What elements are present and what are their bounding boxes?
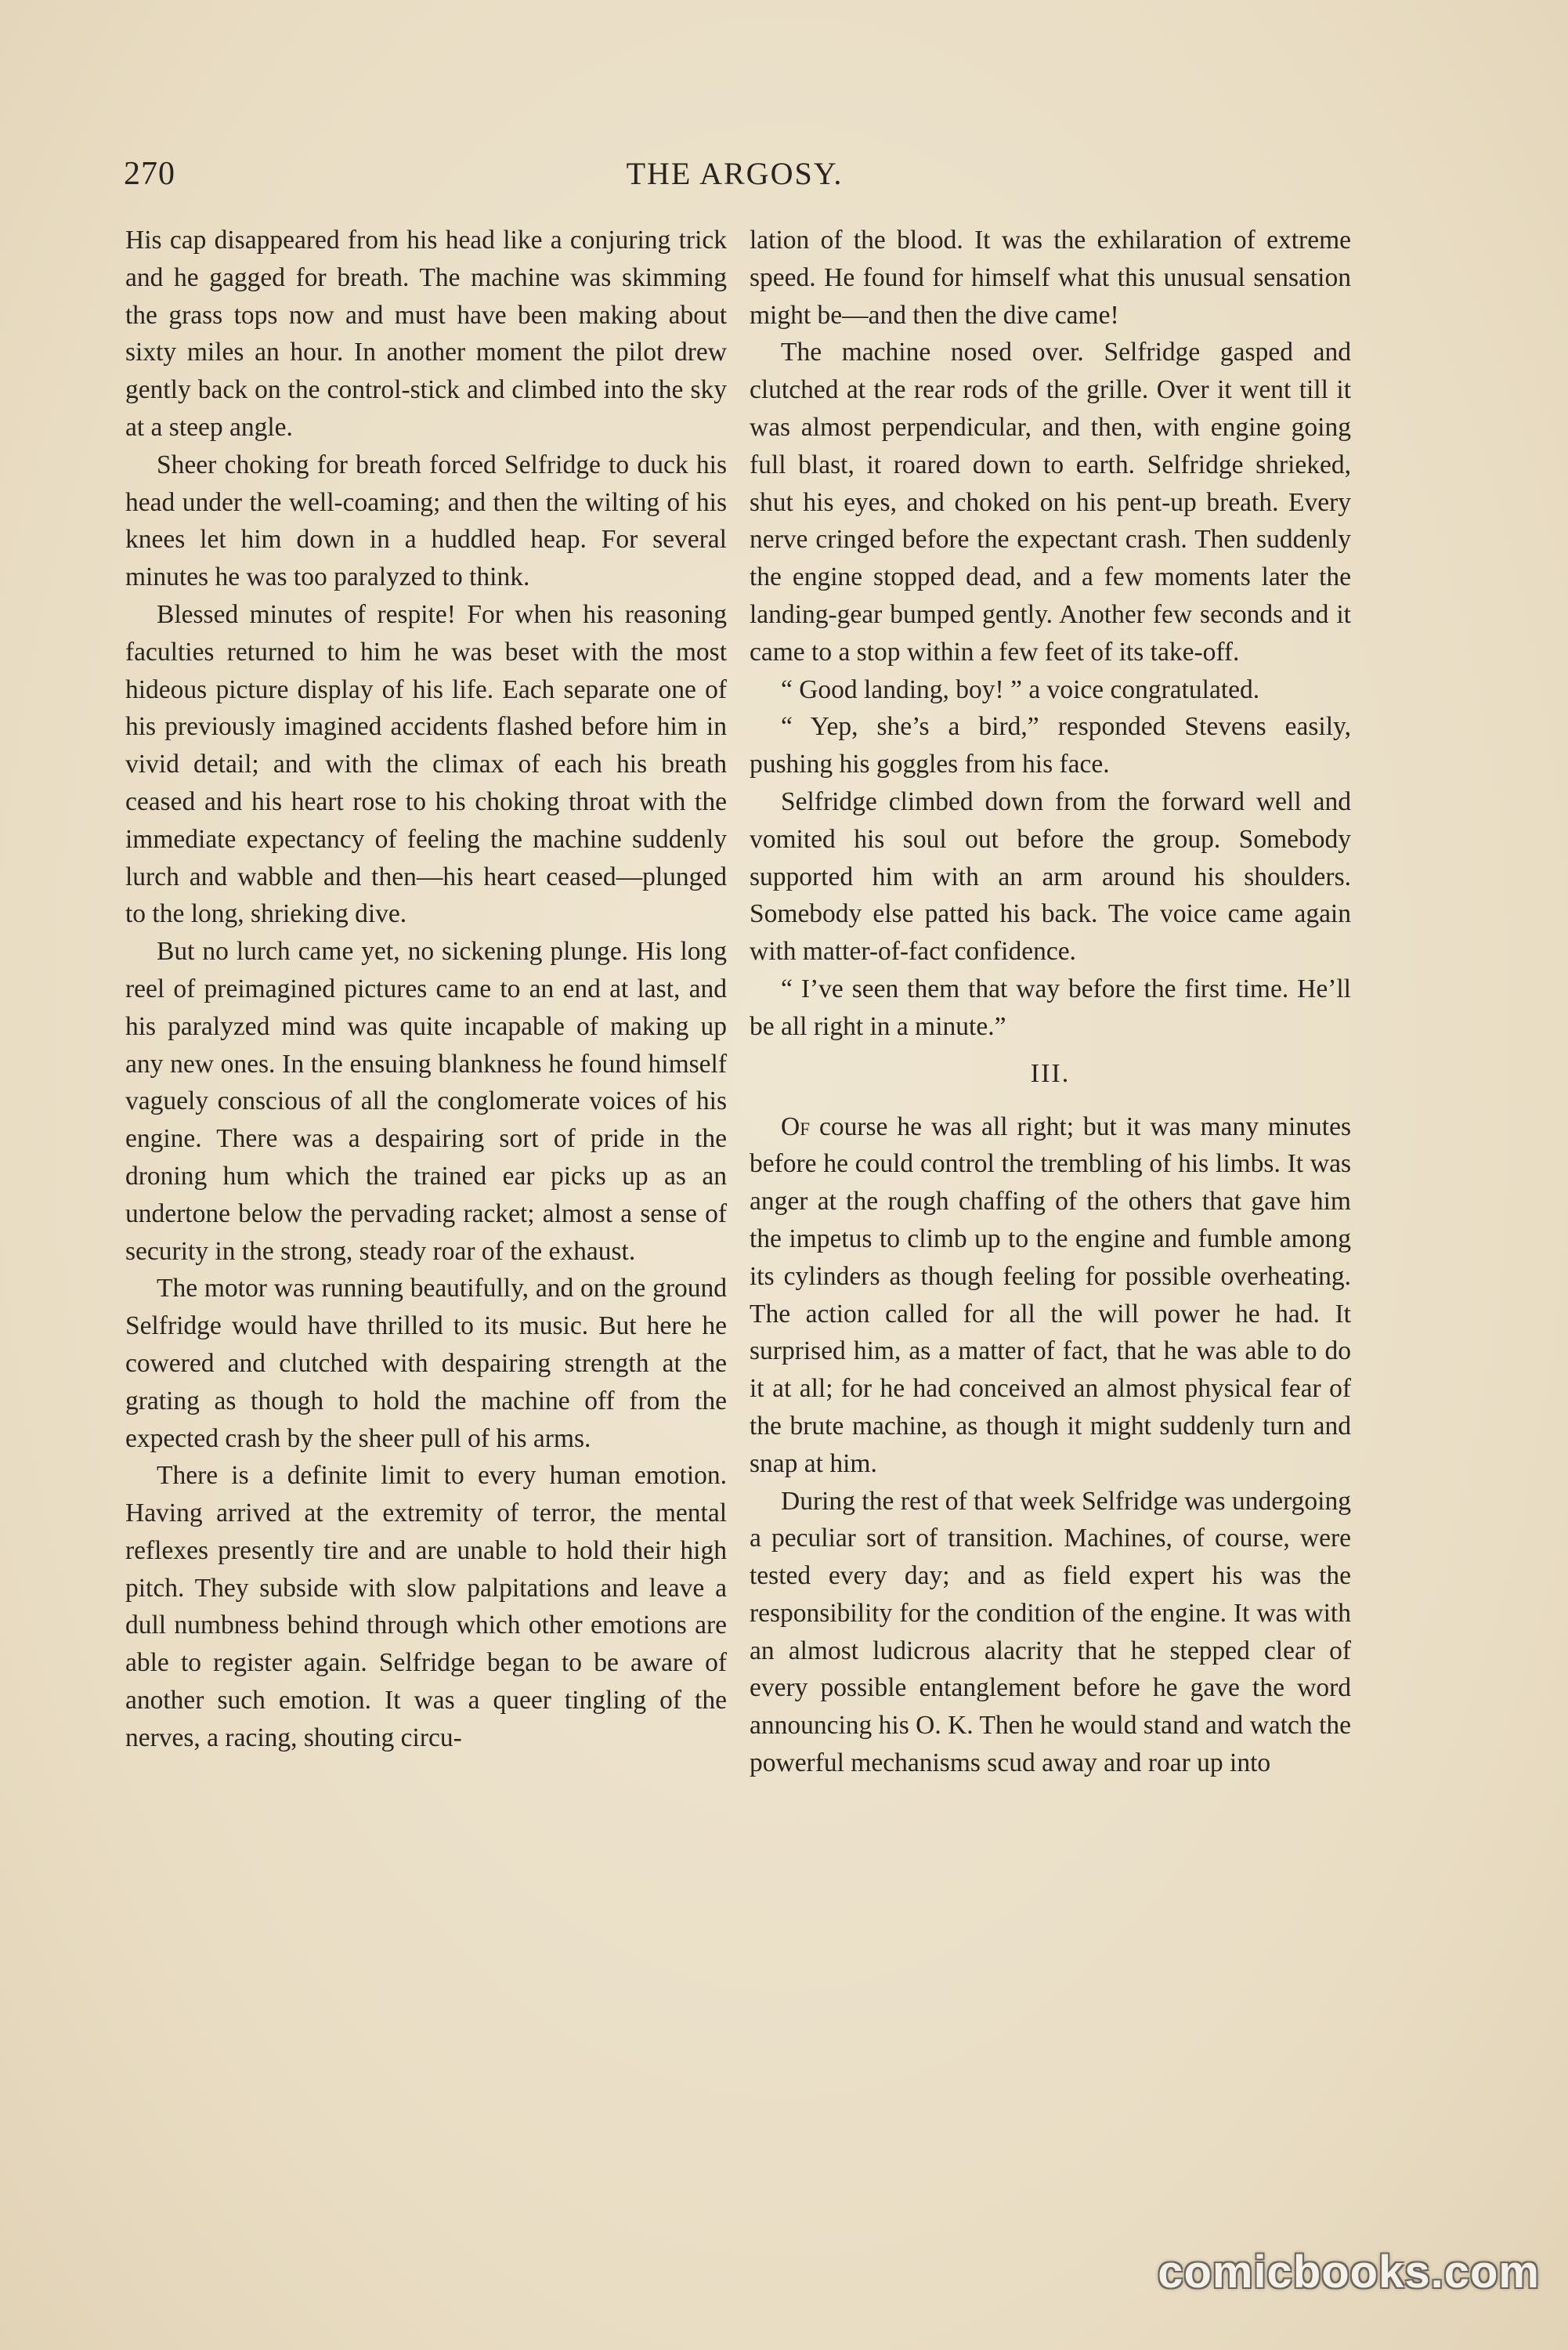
- body-paragraph: But no lurch came yet, no sickening plunge. His long reel of preimagined pictures came to an end at last, and his paralyzed mind was quite incapable of making up any new ones. In the ensuing blankness he found himself vaguely conscious of all the conglomerate voices of his engine. There was a despairing sort of pride in the droning hum which the trained ear picks up as an undertone below the pervading racket; almost a sense of security in the strong, steady roar of the exhaust.: [125, 937, 727, 1266]
- body-paragraph: Blessed minutes of respite! For when his reasoning faculties returned to him he was beset with the most hideous picture display of his life. Each separate one of his previously imagined accidents flashed before him in vivid detail; and with the climax of each his breath ceased and his heart rose to his choking throat with the immediate expectancy of feeling the machine suddenly lurch and wabble and then—his heart ceased—plunged to the long, shrieking dive.: [125, 599, 727, 929]
- right-column: [750, 222, 1351, 1782]
- page-number: 270: [124, 156, 175, 192]
- body-paragraph: The motor was running beautifully, and on the ground Selfridge would have thrilled to its music. But here he cowered and clutched with despairing strength at the grating as though to hold the machine off from the expected crash by the sheer pull of his arms.: [125, 1274, 727, 1453]
- left-column: [125, 222, 727, 1757]
- body-paragraph: [750, 1108, 1351, 1483]
- running-head: THE ARGOSY.: [626, 156, 844, 191]
- body-paragraph: There is a definite limit to every human emotion. Having arrived at the extremity of terror, the mental reflexes presently tire and are unable to hold their high pitch. They subside with slow palpitations and leave a dull numbness behind through which other emotions are able to register again. Selfridge began to be aware of another such emotion. It was a queer tingling of the nerves, a racing, shouting circu-: [125, 1461, 727, 1752]
- body-paragraph: “ Good landing, boy! ” a voice congratulated.: [781, 674, 1260, 704]
- body-paragraph: The machine nosed over. Selfridge gasped and clutched at the rear rods of the grille. Over it went till it was almost perpendicular, and then, with engine going full blast, it roared down to earth. Selfridge shrieked, shut his eyes, and choked on his pent-up breath. Every nerve cringed before the expectant crash. Then suddenly the engine stopped dead, and a few moments later the landing-gear bumped gently. Another few seconds and it came to a stop within a few feet of its take-off.: [750, 338, 1351, 667]
- section-heading: III.: [1030, 1058, 1071, 1088]
- page-header: [124, 155, 1346, 202]
- paragraph-text: course he was all right; but it was many minutes before he could control the trembling of his limbs. It was anger at the rough chaffing of the others that gave him the impetus to climb up to the engine and fumble among its cylinders as though feeling for possible overheating. The action called for all the will power he had. It surprised him, as a matter of fact, that he was able to do it at all; for he had conceived an almost physical fear of the brute machine, as though it might suddenly turn and snap at him.: [750, 1112, 1351, 1478]
- body-paragraph: “ Yep, she’s a bird,” responded Stevens easily, pushing his goggles from his face.: [750, 712, 1351, 779]
- body-paragraph: Selfridge climbed down from the forward well and vomited his soul out before the group. Somebody supported him with an arm around his shoulders. Somebody else patted his back. The voice came again with matter-of-fact confidence.: [750, 786, 1351, 967]
- body-paragraph: Sheer choking for breath forced Selfridge to duck his head under the well-coaming; and then the wilting of his knees let him down in a huddled heap. For several minutes he was too paralyzed to think.: [125, 450, 727, 592]
- watermark-logo: comicbooks.com: [1158, 2247, 1540, 2298]
- body-paragraph: lation of the blood. It was the exhilaration of extreme speed. He found for himself what this unusual sensation might be—and then the dive came!: [750, 226, 1351, 330]
- lead-word: Of: [781, 1112, 810, 1141]
- body-paragraph: “ I’ve seen them that way before the first time. He’ll be all right in a minute.”: [750, 974, 1351, 1041]
- body-paragraph: During the rest of that week Selfridge was undergoing a peculiar sort of transition. Machines, of course, were tested every day; and as field expert his was the responsibility for the condition of the engine. It was with an almost ludicrous alacrity that he stepped clear of every possible entanglement before he gave the word announcing his O. K. Then he would stand and watch the powerful mechanisms scud away and roar up into: [750, 1486, 1351, 1778]
- body-paragraph: His cap disappeared from his head like a conjuring trick and he gagged for breath. The machine was skimming the grass tops now and must have been making about sixty miles an hour. In another moment the pilot drew gently back on the control-stick and climbed into the sky at a steep angle.: [125, 226, 727, 442]
